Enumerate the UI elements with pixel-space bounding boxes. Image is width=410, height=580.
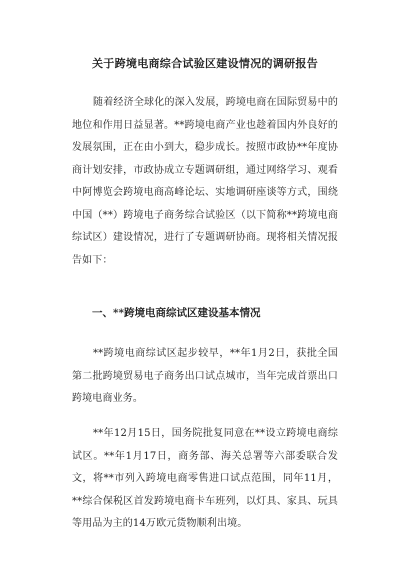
section1-paragraph-1: **跨境电商综试区起步较早，**年1月2日，获批全国第二批跨境贸易电子商务出口试点城市，当年完成首票出口跨境电商业务。 xyxy=(72,348,338,404)
section-heading-1: 一、**跨境电商综试区建设基本情况 xyxy=(92,307,261,319)
section1-paragraph-2: **年12月15日，国务院批复同意在**设立跨境电商综试区。**年1月17日，商务部、海关总署等六部委联合发文，将**市列入跨境电商零售进口试点范围，同年11月，**综合保税区首发跨境电商卡车班列，以灯具、家具、玩具等用品为主的14万欧元货物顺利出境。 xyxy=(72,428,338,529)
intro-paragraph: 随着经济全球化的深入发展，跨境电商在国际贸易中的地位和作用日益显著。**跨境电商产业也趁着国内外良好的发展氛围，正在由小到大，稳步成长。按照市政协**年度协商计划安排，市政协成立专题调研组，通过网络学习、观看中阿博览会跨境电商高峰论坛、实地调研座谈等方式，围绕中国（**）跨境电子商务综合试验区（以下简称**跨境电商综试区）建设情况，进行了专题调研协商。现将相关情况报告如下： xyxy=(72,97,338,266)
document-title: 关于跨境电商综合试验区建设情况的调研报告 xyxy=(92,57,318,70)
